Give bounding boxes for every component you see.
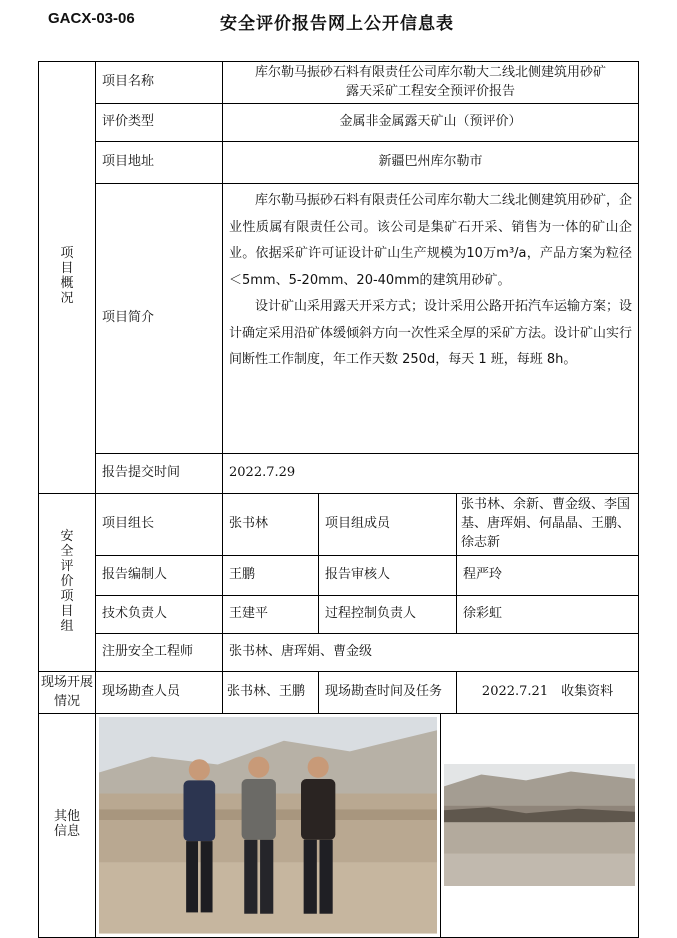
intro-paragraph-1: 库尔勒马振砂石料有限责任公司库尔勒大二线北侧建筑用砂矿，企业性质属有限责任公司。该公司是集矿石开采、销售为一体的矿山企业。依据采矿许可证设计矿山生产规模为10万m³/a，产品方案为粒径＜5mm、5-20mm、20-40mm的建筑用砂矿。 (229, 193, 633, 288)
leader-value: 张书林 (223, 494, 319, 556)
info-table (38, 61, 639, 938)
intro-value (223, 184, 639, 454)
site-photo-people (99, 717, 437, 934)
engineers-label: 注册安全工程师 (96, 634, 223, 672)
address-label: 项目地址 (96, 142, 223, 184)
section-other: 其他信息 (39, 714, 96, 938)
compiler-value: 王鹏 (223, 556, 319, 596)
surveyors-value: 张书林、王鹏 (223, 672, 319, 714)
reviewer-value: 程严玲 (457, 556, 639, 596)
engineers-value: 张书林、唐珲娟、曹金级 (223, 634, 639, 672)
process-ctrl-label: 过程控制负责人 (319, 596, 457, 634)
tech-lead-label: 技术负责人 (96, 596, 223, 634)
submit-time-value: 2022.7.29 (223, 454, 639, 494)
members-value: 张书林、余新、曹金级、李国基、唐珲娟、何晶晶、王鹏、徐志新 (457, 494, 639, 556)
eval-type-label: 评价类型 (96, 104, 223, 142)
survey-time-value: 2022.7.21 收集资料 (457, 672, 639, 714)
section-site: 现场开展情况 (39, 672, 96, 714)
page-title: 安全评价报告网上公开信息表 (220, 14, 454, 34)
process-ctrl-value: 徐彩虹 (457, 596, 639, 634)
section-team: 安全评价项目组 (39, 494, 96, 672)
project-name-label: 项目名称 (96, 62, 223, 104)
project-name-value: 库尔勒马振砂石料有限责任公司库尔勒大二线北侧建筑用砂矿 露天采矿工程安全预评价报告 (223, 62, 639, 104)
submit-time-label: 报告提交时间 (96, 454, 223, 494)
leader-label: 项目组长 (96, 494, 223, 556)
reviewer-label: 报告审核人 (319, 556, 457, 596)
address-value: 新疆巴州库尔勒市 (223, 142, 639, 184)
section-overview: 项目概况 (39, 62, 96, 494)
survey-time-label: 现场勘查时间及任务 (319, 672, 457, 714)
members-label: 项目组成员 (319, 494, 457, 556)
site-photo-pit (444, 764, 635, 886)
eval-type-value: 金属非金属露天矿山（预评价） (223, 104, 639, 142)
intro-label: 项目简介 (96, 184, 223, 454)
tech-lead-value: 王建平 (223, 596, 319, 634)
doc-code: GACX-03-06 (48, 10, 135, 27)
surveyors-label: 现场勘查人员 (96, 672, 223, 714)
compiler-label: 报告编制人 (96, 556, 223, 596)
intro-paragraph-2: 设计矿山采用露天开采方式；设计采用公路开拓汽车运输方案；设计确定采用沿矿体缓倾斜方向一次性采全厚的采矿方法。设计矿山实行间断性工作制度，年工作天数 250d，每天 1 班，每班 8h。 (229, 299, 633, 367)
